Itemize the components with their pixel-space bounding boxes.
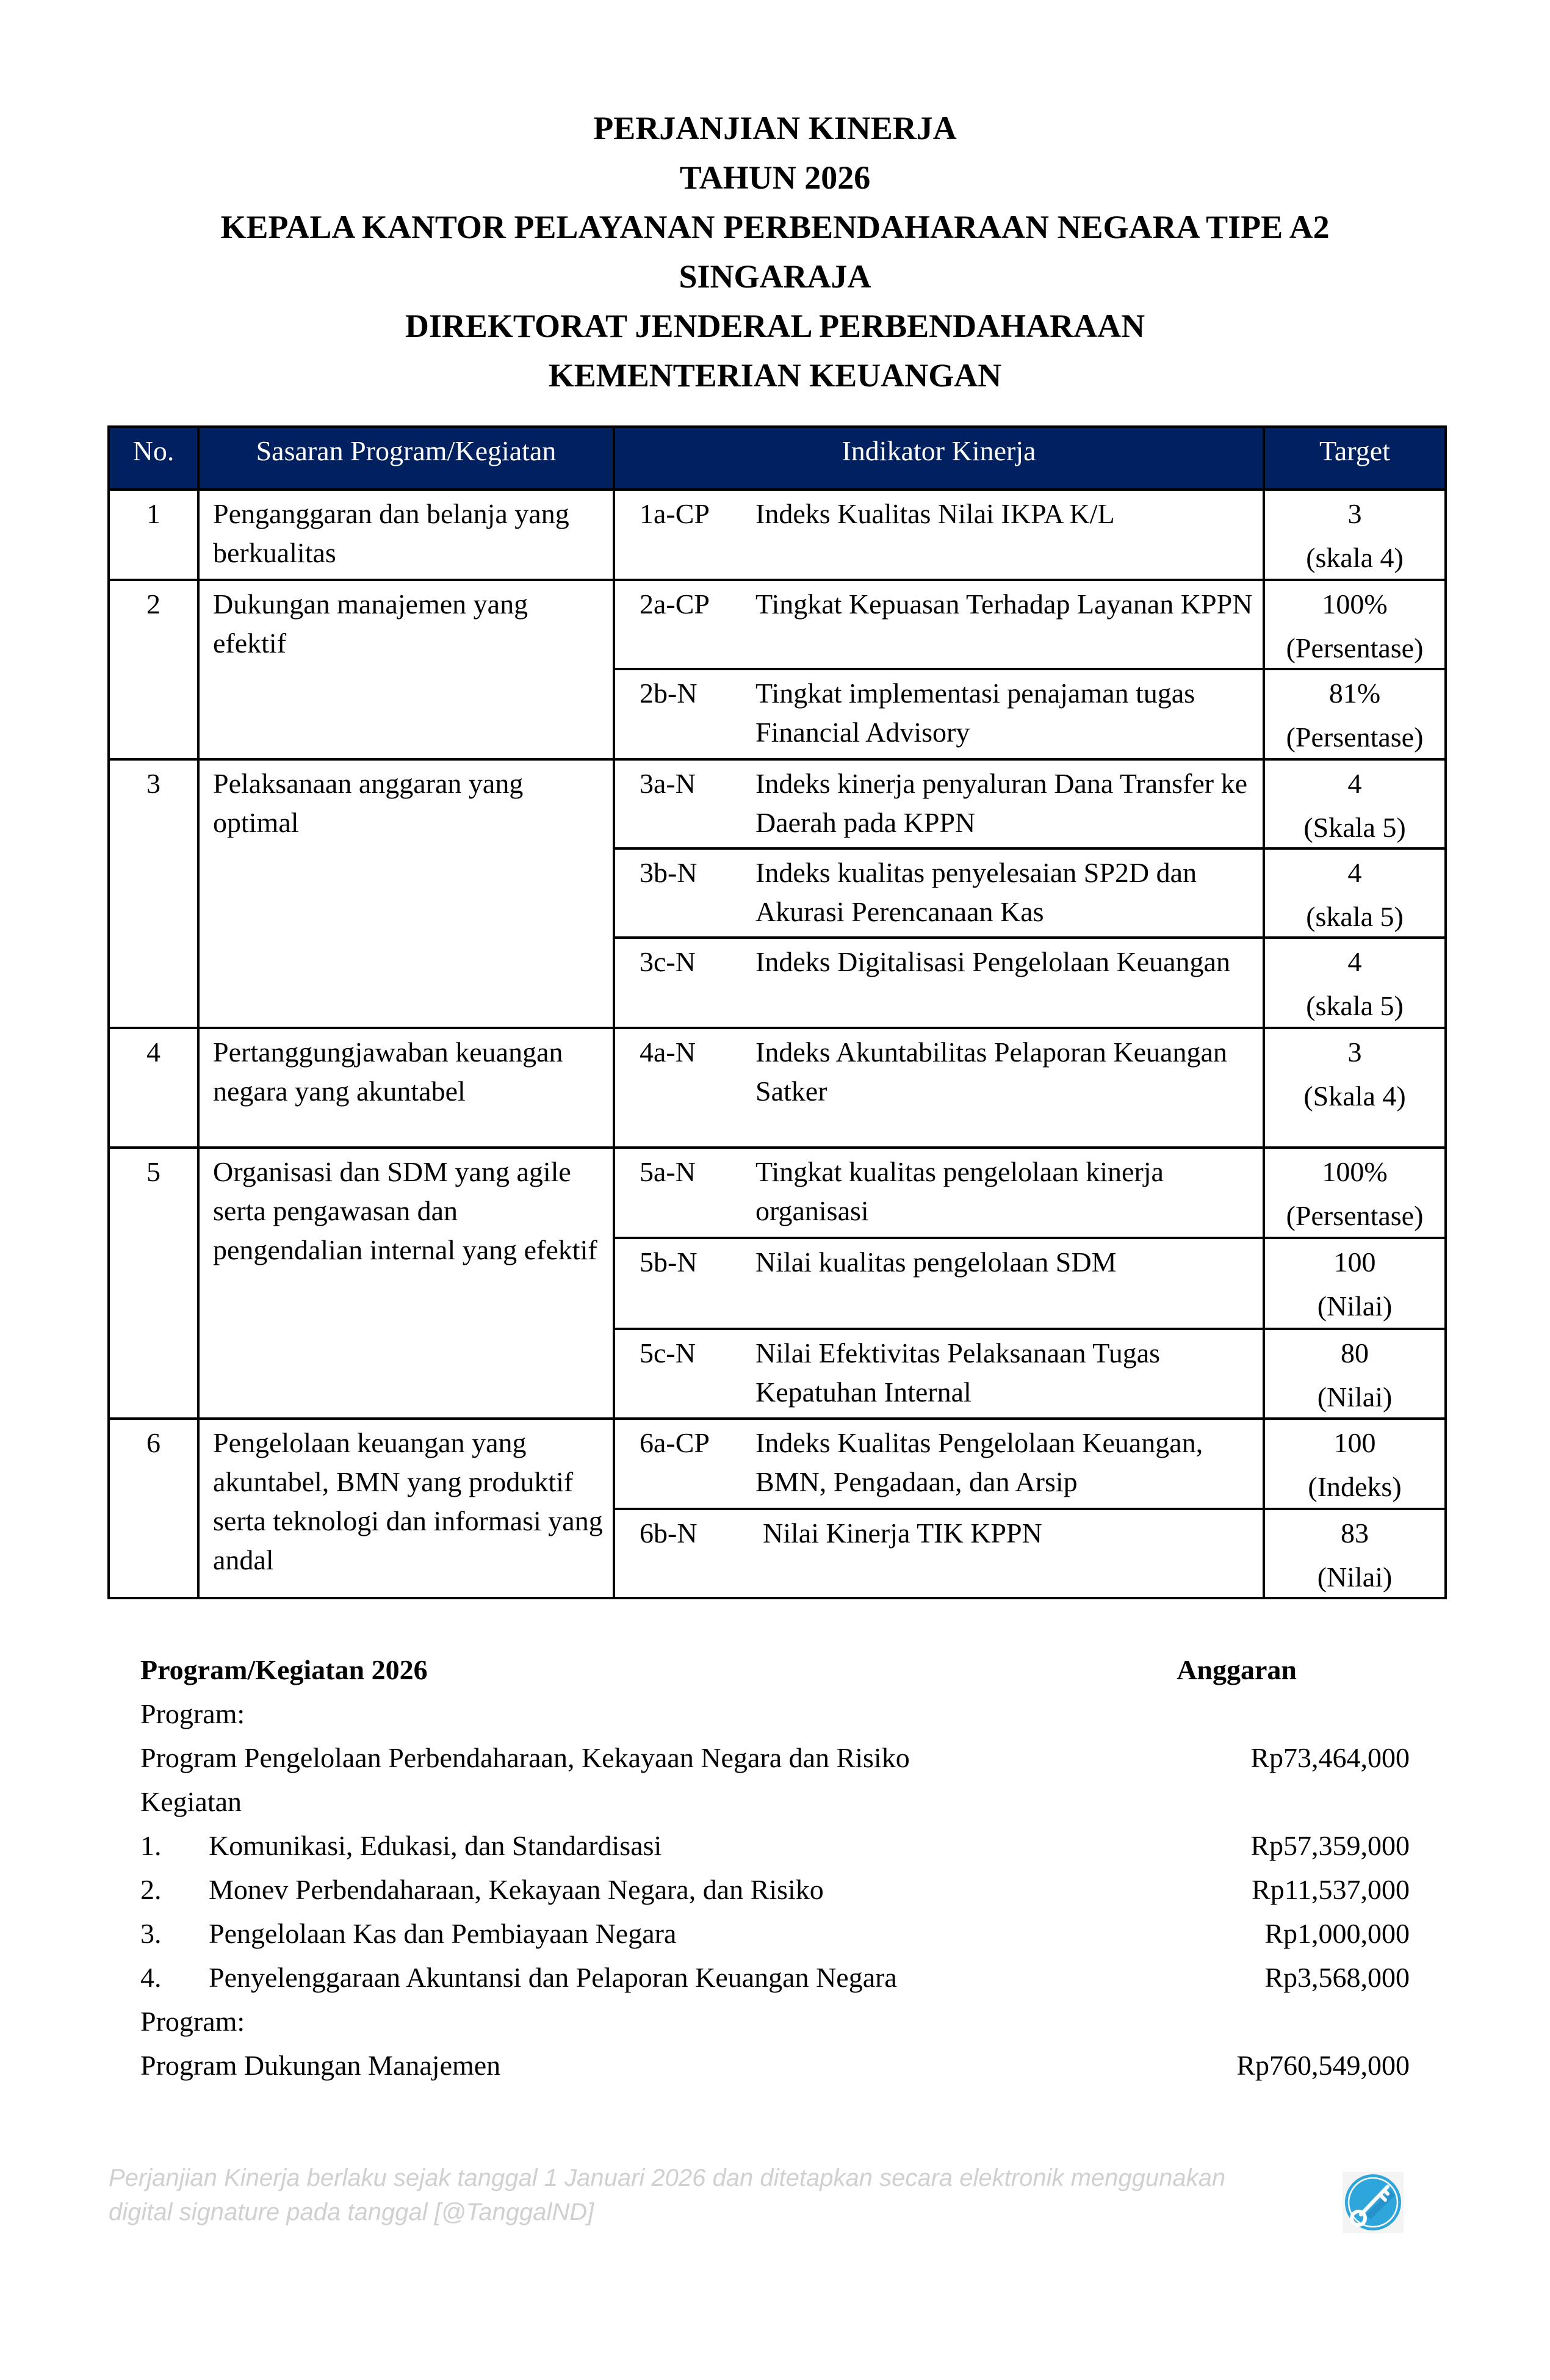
indicator-code: 1a-CP: [614, 490, 753, 580]
program-amount: Rp73,464,000: [1250, 1742, 1410, 1773]
target-cell: [1264, 938, 1446, 1028]
target-cell: [1264, 669, 1446, 759]
target-value: 81%: [1328, 678, 1381, 709]
target-unit: (Persentase): [1286, 1200, 1424, 1231]
indicator-code: 3a-N: [614, 759, 753, 848]
row-number: 5: [109, 1148, 198, 1419]
indicator-text: Indeks kualitas penyelesaian SP2D dan Akurasi Perencanaan Kas: [753, 848, 1264, 938]
program-label: Program:: [140, 2006, 245, 2037]
target-unit: (Nilai): [1317, 1381, 1393, 1412]
program-label: Program:: [140, 1698, 245, 1729]
indicator-code: 3c-N: [614, 938, 753, 1028]
kegiatan-number: 1.: [140, 1830, 162, 1861]
target-cell: [1264, 759, 1446, 848]
col-header-sasaran: Sasaran Program/Kegiatan: [198, 427, 614, 490]
indicator-text: Tingkat Kepuasan Terhadap Layanan KPPN: [753, 580, 1264, 669]
document-title: [0, 104, 1550, 400]
budget-heading-row: [140, 1648, 1410, 1692]
kegiatan-amount: Rp11,537,000: [1252, 1874, 1410, 1905]
key-seal-icon: [1343, 2172, 1404, 2233]
kegiatan-amount: Rp57,359,000: [1250, 1830, 1410, 1861]
target-cell: [1264, 1028, 1446, 1148]
kegiatan-name: Penyelenggaraan Akuntansi dan Pelaporan Keuangan Negara: [209, 1962, 897, 1993]
indicator-code: 3b-N: [614, 848, 753, 938]
indicator-text: Tingkat kualitas pengelolaan kinerja organisasi: [753, 1148, 1264, 1238]
target-value: 100%: [1322, 1156, 1388, 1187]
indicator-text: Nilai kualitas pengelolaan SDM: [753, 1238, 1264, 1329]
title-line-3: KEPALA KANTOR PELAYANAN PERBENDAHARAAN NEGARA TIPE A2: [220, 209, 1330, 245]
indicator-text: Tingkat implementasi penajaman tugas Financial Advisory: [753, 669, 1264, 759]
sasaran-cell: Organisasi dan SDM yang agile serta pengawasan dan pengendalian internal yang efektif: [198, 1148, 614, 1419]
budget-heading-anggaran: Anggaran: [1177, 1654, 1297, 1685]
target-cell: [1264, 1329, 1446, 1419]
row-number: 6: [109, 1419, 198, 1598]
program-name: Program Pengelolaan Perbendaharaan, Kekayaan Negara dan Risiko: [140, 1742, 910, 1773]
sasaran-cell: Penganggaran dan belanja yang berkualitas: [198, 490, 614, 580]
target-value: 83: [1341, 1517, 1369, 1549]
sasaran-cell: Pelaksanaan anggaran yang optimal: [198, 759, 614, 1028]
target-cell: [1264, 1419, 1446, 1509]
budget-row: [140, 1780, 1410, 1824]
signature-notice-line-1: Perjanjian Kinerja berlaku sejak tanggal 1 Januari 2026 dan ditetapkan secara elektronik menggunakan: [109, 2165, 1226, 2191]
target-value: 3: [1347, 498, 1362, 529]
kegiatan-name: Monev Perbendaharaan, Kekayaan Negara, dan Risiko: [209, 1874, 824, 1905]
sasaran-cell: Pengelolaan keuangan yang akuntabel, BMN yang produktif serta teknologi dan informasi yang andal: [198, 1419, 614, 1598]
target-cell: [1264, 1148, 1446, 1238]
target-cell: [1264, 848, 1446, 938]
row-number: 2: [109, 580, 198, 759]
title-line-1: PERJANJIAN KINERJA: [593, 110, 957, 146]
indicator-text: Nilai Kinerja TIK KPPN: [753, 1509, 1264, 1598]
target-unit: (Skala 4): [1303, 1080, 1406, 1112]
title-line-5: DIREKTORAT JENDERAL PERBENDAHARAAN: [405, 308, 1145, 344]
table-header-row: [109, 427, 1446, 490]
target-value: 4: [1347, 857, 1362, 888]
indicator-code: 5c-N: [614, 1329, 753, 1419]
kegiatan-number: 3.: [140, 1918, 162, 1949]
indicator-text: Indeks Digitalisasi Pengelolaan Keuangan: [753, 938, 1264, 1028]
performance-table: [107, 425, 1447, 1599]
program-name: Program Dukungan Manajemen: [140, 2050, 501, 2081]
indicator-code: 4a-N: [614, 1028, 753, 1148]
kegiatan-name: Komunikasi, Edukasi, dan Standardisasi: [209, 1830, 662, 1861]
budget-heading-program: Program/Kegiatan 2026: [140, 1654, 428, 1685]
target-cell: [1264, 1509, 1446, 1598]
target-value: 4: [1347, 768, 1362, 799]
target-cell: [1264, 490, 1446, 580]
target-unit: (Nilai): [1317, 1290, 1393, 1322]
table-row: [109, 580, 1446, 669]
title-line-6: KEMENTERIAN KEUANGAN: [548, 357, 1002, 394]
target-value: 3: [1347, 1036, 1362, 1068]
row-number: 3: [109, 759, 198, 1028]
target-value: 100%: [1322, 588, 1388, 620]
indicator-text: Indeks Kualitas Pengelolaan Keuangan, BMN, Pengadaan, dan Arsip: [753, 1419, 1264, 1509]
title-line-4: SINGARAJA: [679, 258, 871, 295]
row-number: 1: [109, 490, 198, 580]
kegiatan-item: [140, 1912, 1410, 1956]
target-value: 80: [1341, 1337, 1369, 1369]
kegiatan-number: 2.: [140, 1874, 162, 1905]
indicator-code: 2a-CP: [614, 580, 753, 669]
target-value: 100: [1333, 1246, 1376, 1278]
sasaran-cell: Pertanggungjawaban keuangan negara yang akuntabel: [198, 1028, 614, 1148]
budget-row: [140, 1692, 1410, 1736]
table-row: [109, 1028, 1446, 1148]
target-unit: (Skala 5): [1303, 812, 1406, 843]
indicator-code: 5b-N: [614, 1238, 753, 1329]
col-header-indikator: Indikator Kinerja: [614, 427, 1264, 490]
col-header-no: No.: [109, 427, 198, 490]
target-unit: (skala 5): [1306, 901, 1404, 932]
row-number: 4: [109, 1028, 198, 1148]
indicator-text: Nilai Efektivitas Pelaksanaan Tugas Kepatuhan Internal: [753, 1329, 1264, 1419]
kegiatan-item: [140, 1956, 1410, 2000]
budget-section: [140, 1648, 1410, 2088]
program-amount: Rp760,549,000: [1236, 2050, 1410, 2081]
title-line-2: TAHUN 2026: [679, 159, 871, 196]
target-unit: (Persentase): [1286, 632, 1424, 664]
target-unit: (skala 4): [1306, 542, 1404, 573]
target-cell: [1264, 1238, 1446, 1329]
budget-row: [140, 2000, 1410, 2044]
kegiatan-name: Pengelolaan Kas dan Pembiayaan Negara: [209, 1918, 677, 1949]
table-row: [109, 1419, 1446, 1509]
indicator-text: Indeks kinerja penyaluran Dana Transfer ke Daerah pada KPPN: [753, 759, 1264, 848]
target-unit: (Persentase): [1286, 722, 1424, 753]
target-value: 100: [1333, 1427, 1376, 1458]
table-row: [109, 1148, 1446, 1238]
indicator-code: 5a-N: [614, 1148, 753, 1238]
kegiatan-item: [140, 1868, 1410, 1912]
table-row: [109, 490, 1446, 580]
kegiatan-amount: Rp3,568,000: [1264, 1962, 1410, 1993]
kegiatan-amount: Rp1,000,000: [1264, 1918, 1410, 1949]
indicator-text: Indeks Akuntabilitas Pelaporan Keuangan Satker: [753, 1028, 1264, 1148]
indicator-text: Indeks Kualitas Nilai IKPA K/L: [753, 490, 1264, 580]
indicator-code: 6a-CP: [614, 1419, 753, 1509]
target-value: 4: [1347, 946, 1362, 977]
indicator-code: 2b-N: [614, 669, 753, 759]
kegiatan-label: Kegiatan: [140, 1786, 242, 1817]
kegiatan-number: 4.: [140, 1962, 162, 1993]
table-row: [109, 759, 1446, 848]
signature-notice-line-2: digital signature pada tanggal [@TanggalND]: [109, 2199, 594, 2226]
budget-row: [140, 2044, 1410, 2088]
sasaran-cell: Dukungan manajemen yang efektif: [198, 580, 614, 759]
kegiatan-item: [140, 1824, 1410, 1868]
target-unit: (Indeks): [1308, 1471, 1402, 1502]
target-cell: [1264, 580, 1446, 669]
indicator-code: 6b-N: [614, 1509, 753, 1598]
col-header-target: Target: [1264, 427, 1446, 490]
target-unit: (skala 5): [1306, 990, 1404, 1021]
budget-row: [140, 1736, 1410, 1780]
target-unit: (Nilai): [1317, 1561, 1393, 1593]
signature-notice: [109, 2161, 1299, 2229]
